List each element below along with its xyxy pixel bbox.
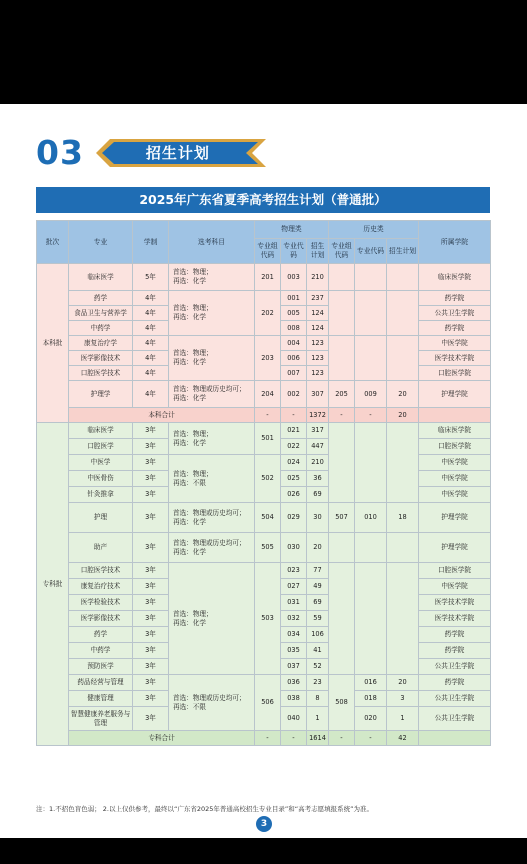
- major-code: 038: [281, 691, 307, 707]
- major-name: 康复治疗技术: [69, 579, 133, 595]
- major-name: 口腔医学: [69, 439, 133, 455]
- major-years: 4年: [133, 291, 169, 306]
- group-code: 502: [255, 455, 281, 503]
- major-code: 021: [281, 423, 307, 439]
- major-code: 022: [281, 439, 307, 455]
- college-name: 公共卫生学院: [419, 691, 491, 707]
- empty-cell: [387, 264, 419, 291]
- college-name: 护理学院: [419, 381, 491, 408]
- empty-cell: [355, 264, 387, 291]
- major-code: 026: [281, 487, 307, 503]
- empty-cell: [329, 563, 355, 675]
- major-code: 032: [281, 611, 307, 627]
- major-name: 临床医学: [69, 264, 133, 291]
- plan-count: 237: [307, 291, 329, 306]
- major-years: 4年: [133, 381, 169, 408]
- history-group-code: 508: [329, 675, 355, 731]
- major-name: 护理: [69, 503, 133, 533]
- subject-requirement: 首选：物理； 再选：化学: [169, 423, 255, 455]
- plan-count: 124: [307, 321, 329, 336]
- college-name: 公共卫生学院: [419, 707, 491, 731]
- major-years: 3年: [133, 691, 169, 707]
- header-history: 历史类: [329, 221, 419, 239]
- major-name: 口腔医学技术: [69, 366, 133, 381]
- major-code: 006: [281, 351, 307, 366]
- total-cell: -: [329, 731, 355, 746]
- major-code: 003: [281, 264, 307, 291]
- major-name: 医学检验技术: [69, 595, 133, 611]
- empty-cell: [419, 731, 491, 746]
- major-code: 035: [281, 643, 307, 659]
- plan-count: 124: [307, 306, 329, 321]
- major-code: 024: [281, 455, 307, 471]
- college-name: 中医学院: [419, 471, 491, 487]
- major-name: 助产: [69, 533, 133, 563]
- major-name: 中药学: [69, 321, 133, 336]
- college-name: 中医学院: [419, 487, 491, 503]
- history-group-code: 205: [329, 381, 355, 408]
- major-name: 药学: [69, 627, 133, 643]
- major-code: 005: [281, 306, 307, 321]
- major-years: 3年: [133, 611, 169, 627]
- college-name: 口腔医学院: [419, 439, 491, 455]
- enrollment-plan-table: [36, 220, 491, 746]
- group-code: 203: [255, 336, 281, 381]
- empty-cell: [329, 423, 355, 503]
- major-years: 3年: [133, 439, 169, 455]
- college-name: 中医学院: [419, 579, 491, 595]
- major-code: 025: [281, 471, 307, 487]
- major-name: 中医骨伤: [69, 471, 133, 487]
- header-subjects: 选考科目: [169, 221, 255, 264]
- total-cell: -: [255, 408, 281, 423]
- group-code: 201: [255, 264, 281, 291]
- empty-cell: [387, 563, 419, 675]
- plan-count: 210: [307, 455, 329, 471]
- history-plan-count: 20: [387, 675, 419, 691]
- history-major-code: 010: [355, 503, 387, 533]
- header-group-code: 专业组代码: [255, 239, 281, 264]
- major-years: 4年: [133, 336, 169, 351]
- plan-count: 23: [307, 675, 329, 691]
- history-major-code: 020: [355, 707, 387, 731]
- total-cell: -: [355, 408, 387, 423]
- history-plan-count: 20: [387, 381, 419, 408]
- college-name: 护理学院: [419, 503, 491, 533]
- plan-count: 317: [307, 423, 329, 439]
- major-code: 027: [281, 579, 307, 595]
- table-title-banner: 2025年广东省夏季高考招生计划（普通批）: [36, 187, 490, 213]
- empty-cell: [387, 423, 419, 503]
- batch-zhuanke: 专科批: [37, 423, 69, 746]
- group-code: 505: [255, 533, 281, 563]
- history-major-code: 009: [355, 381, 387, 408]
- group-code: 504: [255, 503, 281, 533]
- benke-total-label: 本科合计: [69, 408, 255, 423]
- major-name: 护理学: [69, 381, 133, 408]
- plan-count: 210: [307, 264, 329, 291]
- major-code: 031: [281, 595, 307, 611]
- college-name: 药学院: [419, 291, 491, 306]
- plan-count: 123: [307, 336, 329, 351]
- major-years: 3年: [133, 675, 169, 691]
- major-name: 康复治疗学: [69, 336, 133, 351]
- total-cell: -: [281, 408, 307, 423]
- major-name: 临床医学: [69, 423, 133, 439]
- major-years: 4年: [133, 321, 169, 336]
- plan-count: 59: [307, 611, 329, 627]
- section-ribbon: [90, 137, 266, 169]
- college-name: 口腔医学院: [419, 563, 491, 579]
- benke-total-plan: 1372: [307, 408, 329, 423]
- major-name: 口腔医学技术: [69, 563, 133, 579]
- major-years: 3年: [133, 471, 169, 487]
- college-name: 中医学院: [419, 336, 491, 351]
- empty-cell: [387, 533, 419, 563]
- major-years: 3年: [133, 627, 169, 643]
- college-name: 药学院: [419, 643, 491, 659]
- major-code: 023: [281, 563, 307, 579]
- college-name: 口腔医学院: [419, 366, 491, 381]
- empty-cell: [355, 533, 387, 563]
- major-years: 4年: [133, 306, 169, 321]
- major-years: 3年: [133, 659, 169, 675]
- major-name: 预防医学: [69, 659, 133, 675]
- footnote: 注：1.不招色盲色弱； 2.以上仅供参考，最终以“广东省2025年普通高校招生专业目录”和“高考志愿填报系统”为准。: [36, 805, 373, 813]
- college-name: 药学院: [419, 627, 491, 643]
- major-code: 002: [281, 381, 307, 408]
- subject-requirement: 首选：物理； 再选：化学: [169, 291, 255, 336]
- major-years: 3年: [133, 563, 169, 579]
- major-code: 007: [281, 366, 307, 381]
- college-name: 药学院: [419, 321, 491, 336]
- college-name: 公共卫生学院: [419, 306, 491, 321]
- college-name: 医学技术学院: [419, 611, 491, 627]
- major-years: 5年: [133, 264, 169, 291]
- history-plan-count: 18: [387, 503, 419, 533]
- plan-count: 8: [307, 691, 329, 707]
- subject-requirement: 首选：物理或历史均可； 再选：不限: [169, 675, 255, 731]
- major-name: 药品经营与管理: [69, 675, 133, 691]
- plan-count: 20: [307, 533, 329, 563]
- header-physics: 物理类: [255, 221, 329, 239]
- history-plan-count: 3: [387, 691, 419, 707]
- header-major-code: 专业代码: [281, 239, 307, 264]
- history-major-code: 018: [355, 691, 387, 707]
- plan-count: 307: [307, 381, 329, 408]
- header-batch: 批次: [37, 221, 69, 264]
- group-code: 204: [255, 381, 281, 408]
- major-code: 040: [281, 707, 307, 731]
- group-code: 506: [255, 675, 281, 731]
- college-name: 公共卫生学院: [419, 659, 491, 675]
- major-code: 029: [281, 503, 307, 533]
- major-years: 3年: [133, 595, 169, 611]
- major-years: 4年: [133, 366, 169, 381]
- empty-cell: [355, 291, 387, 336]
- empty-cell: [329, 533, 355, 563]
- plan-count: 106: [307, 627, 329, 643]
- zhuanke-total-label: 专科合计: [69, 731, 255, 746]
- header-plan: 招生计划: [307, 239, 329, 264]
- total-cell: -: [329, 408, 355, 423]
- empty-cell: [419, 408, 491, 423]
- total-cell: -: [355, 731, 387, 746]
- major-code: 004: [281, 336, 307, 351]
- header-years: 学制: [133, 221, 169, 264]
- major-name: 药学: [69, 291, 133, 306]
- header-major-code-history: 专业代码: [355, 239, 387, 264]
- batch-benke: 本科批: [37, 264, 69, 423]
- major-years: 3年: [133, 487, 169, 503]
- section-number: 03: [36, 133, 84, 172]
- major-name: 食品卫生与营养学: [69, 306, 133, 321]
- empty-cell: [387, 336, 419, 381]
- plan-count: 30: [307, 503, 329, 533]
- header-major: 专业: [69, 221, 133, 264]
- empty-cell: [329, 264, 355, 291]
- empty-cell: [355, 423, 387, 503]
- subject-requirement: 首选：物理或历史均可； 再选：化学: [169, 533, 255, 563]
- benke-total-history-plan: 20: [387, 408, 419, 423]
- empty-cell: [329, 291, 355, 336]
- section-heading: [36, 134, 266, 172]
- plan-count: 123: [307, 351, 329, 366]
- plan-count: 49: [307, 579, 329, 595]
- header-college: 所属学院: [419, 221, 491, 264]
- major-name: 智慧健康养老服务与管理: [69, 707, 133, 731]
- plan-count: 36: [307, 471, 329, 487]
- history-group-code: 507: [329, 503, 355, 533]
- brochure-page: [0, 104, 527, 838]
- plan-count: 69: [307, 595, 329, 611]
- subject-requirement: 首选：物理； 再选：不限: [169, 455, 255, 503]
- empty-cell: [387, 291, 419, 336]
- major-name: 中医学: [69, 455, 133, 471]
- major-code: 036: [281, 675, 307, 691]
- major-years: 3年: [133, 579, 169, 595]
- major-code: 037: [281, 659, 307, 675]
- subject-requirement: 首选：物理； 再选：化学: [169, 264, 255, 291]
- plan-count: 41: [307, 643, 329, 659]
- group-code: 503: [255, 563, 281, 675]
- major-years: 3年: [133, 533, 169, 563]
- college-name: 医学技术学院: [419, 595, 491, 611]
- major-name: 医学影像技术: [69, 351, 133, 366]
- subject-requirement: 首选：物理或历史均可； 再选：化学: [169, 503, 255, 533]
- college-name: 临床医学院: [419, 423, 491, 439]
- major-name: 健康管理: [69, 691, 133, 707]
- zhuanke-total-history-plan: 42: [387, 731, 419, 746]
- total-cell: -: [255, 731, 281, 746]
- total-cell: -: [281, 731, 307, 746]
- major-code: 034: [281, 627, 307, 643]
- college-name: 护理学院: [419, 533, 491, 563]
- subject-requirement: 首选：物理； 再选：化学: [169, 336, 255, 381]
- major-name: 医学影像技术: [69, 611, 133, 627]
- major-years: 3年: [133, 423, 169, 439]
- major-code: 008: [281, 321, 307, 336]
- zhuanke-total-plan: 1614: [307, 731, 329, 746]
- subject-requirement: 首选：物理或历史均可； 再选：化学: [169, 381, 255, 408]
- plan-count: 1: [307, 707, 329, 731]
- empty-cell: [355, 336, 387, 381]
- plan-count: 123: [307, 366, 329, 381]
- major-years: 4年: [133, 351, 169, 366]
- plan-count: 447: [307, 439, 329, 455]
- empty-cell: [329, 336, 355, 381]
- group-code: 202: [255, 291, 281, 336]
- history-major-code: 016: [355, 675, 387, 691]
- plan-count: 52: [307, 659, 329, 675]
- major-code: 030: [281, 533, 307, 563]
- major-name: 中药学: [69, 643, 133, 659]
- college-name: 药学院: [419, 675, 491, 691]
- major-years: 3年: [133, 707, 169, 731]
- plan-count: 77: [307, 563, 329, 579]
- major-code: 001: [281, 291, 307, 306]
- page-number: 3: [256, 816, 272, 832]
- major-years: 3年: [133, 455, 169, 471]
- header-plan-history: 招生计划: [387, 239, 419, 264]
- college-name: 医学技术学院: [419, 351, 491, 366]
- group-code: 501: [255, 423, 281, 455]
- header-group-code-history: 专业组代码: [329, 239, 355, 264]
- history-plan-count: 1: [387, 707, 419, 731]
- college-name: 中医学院: [419, 455, 491, 471]
- major-years: 3年: [133, 643, 169, 659]
- empty-cell: [355, 563, 387, 675]
- major-years: 3年: [133, 503, 169, 533]
- subject-requirement: 首选：物理； 再选：化学: [169, 563, 255, 675]
- section-title: 招生计划: [145, 144, 210, 162]
- plan-count: 69: [307, 487, 329, 503]
- major-name: 针灸推拿: [69, 487, 133, 503]
- college-name: 临床医学院: [419, 264, 491, 291]
